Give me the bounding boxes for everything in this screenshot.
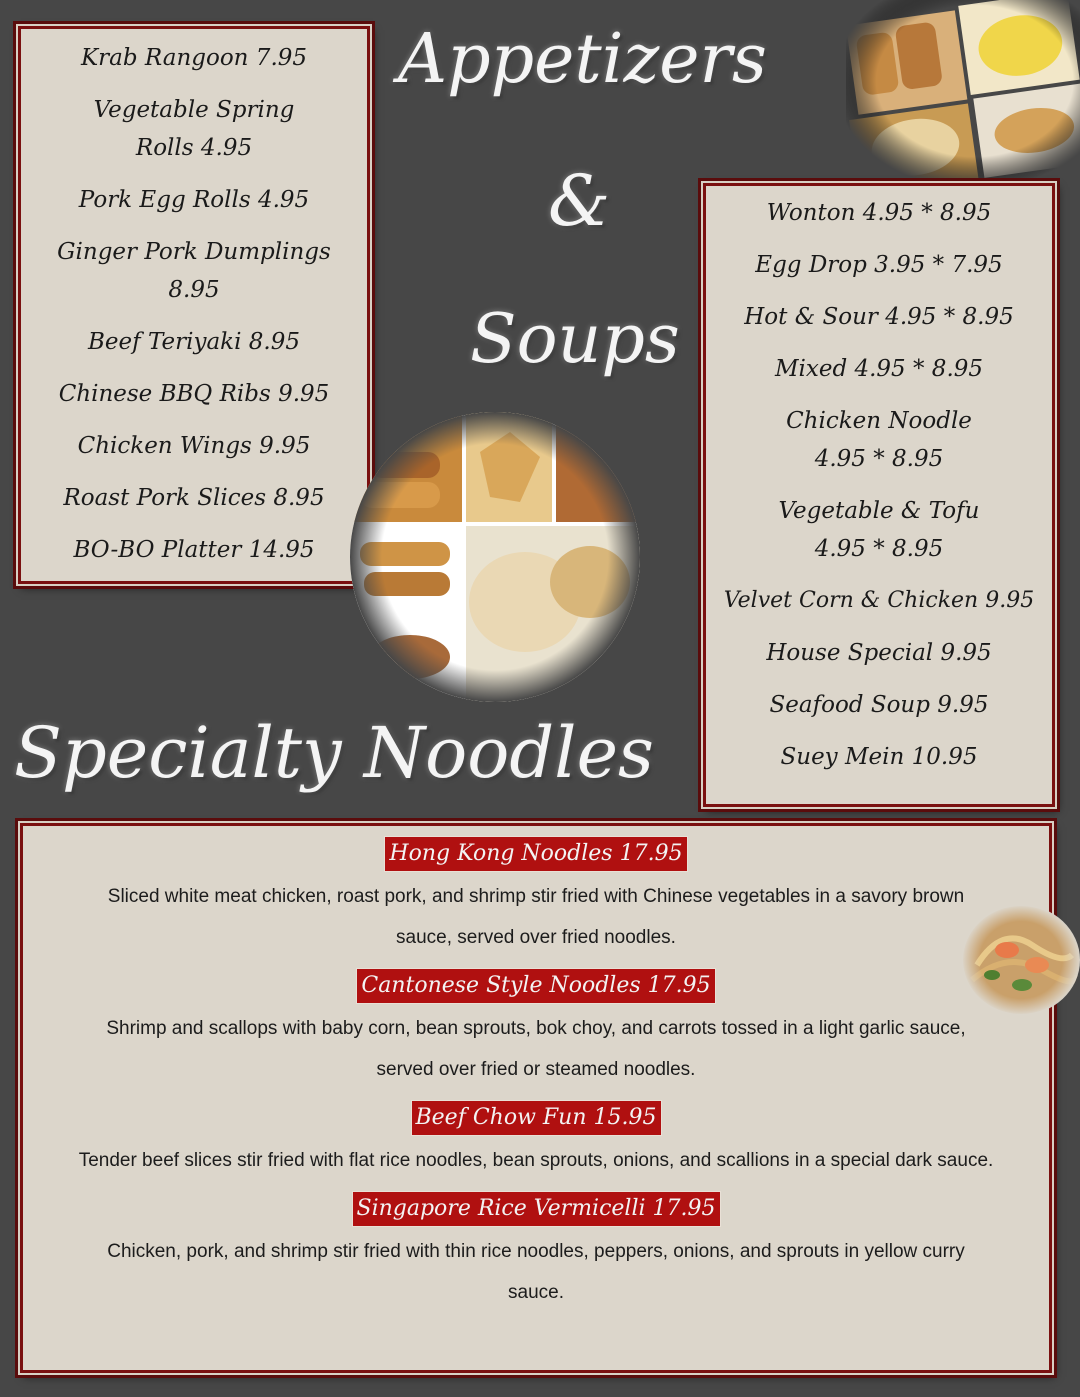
- dish-name: Hong Kong Noodles 17.95: [384, 836, 687, 872]
- title-ampersand: &: [548, 160, 611, 242]
- menu-item: Egg Drop 3.95 * 7.95: [755, 252, 1003, 278]
- menu-item: Velvet Corn & Chicken 9.95: [723, 588, 1035, 613]
- dish-name: Cantonese Style Noodles 17.95: [356, 968, 715, 1004]
- menu-item: Beef Teriyaki 8.95: [88, 329, 300, 355]
- menu-item: Chinese BBQ Ribs 9.95: [58, 381, 330, 407]
- menu-item: Hot & Sour 4.95 * 8.95: [744, 304, 1014, 330]
- menu-item: Mixed 4.95 * 8.95: [774, 356, 984, 382]
- menu-item: Vegetable Spring Rolls 4.95: [93, 97, 295, 161]
- menu-item: Krab Rangoon 7.95: [80, 45, 308, 71]
- menu-item: Pork Egg Rolls 4.95: [78, 187, 310, 213]
- noodle-dish-photo: [962, 905, 1080, 1015]
- dish-name: Singapore Rice Vermicelli 17.95: [352, 1191, 721, 1227]
- dish-name: Beef Chow Fun 15.95: [411, 1100, 662, 1136]
- menu-item: Vegetable & Tofu 4.95 * 8.95: [778, 498, 980, 562]
- menu-item: BO-BO Platter 14.95: [73, 537, 315, 563]
- dish-description: Chicken, pork, and shrimp stir fried with thin rice noodles, peppers, onions, and sprouts in yellow curry sauce.: [107, 1241, 965, 1303]
- dish-item: [53, 1187, 1019, 1313]
- title-soups: Soups: [470, 300, 680, 379]
- dish-description: Shrimp and scallops with baby corn, bean sprouts, bok choy, and carrots tossed in a light garlic sauce, served over fried or steamed noodles.: [106, 1018, 966, 1080]
- appetizers-list: [29, 39, 359, 569]
- dish-item: [53, 832, 1019, 958]
- soups-list: [712, 194, 1046, 776]
- appetizer-collage-photo: [350, 412, 640, 702]
- menu-item: Roast Pork Slices 8.95: [63, 485, 325, 511]
- menu-item: Seafood Soup 9.95: [769, 692, 989, 718]
- specialty-noodles-panel: [20, 823, 1052, 1373]
- menu-item: Chicken Wings 9.95: [77, 433, 311, 459]
- title-appetizers: Appetizers: [398, 20, 767, 99]
- menu-item: Suey Mein 10.95: [780, 744, 978, 770]
- soups-panel: [703, 183, 1055, 807]
- dish-item: [53, 1096, 1019, 1181]
- dish-description: Tender beef slices stir fried with flat rice noodles, bean sprouts, onions, and scallions in a special dark sauce.: [78, 1150, 994, 1171]
- appetizers-panel: [18, 26, 370, 584]
- food-collage-photo: [846, 0, 1080, 180]
- menu-item: Chicken Noodle 4.95 * 8.95: [786, 408, 972, 472]
- menu-item: Wonton 4.95 * 8.95: [766, 200, 992, 226]
- dish-description: Sliced white meat chicken, roast pork, and shrimp stir fried with Chinese vegetables in a savory brown sauce, served over fried noodles.: [107, 886, 965, 948]
- dish-item: [53, 964, 1019, 1090]
- menu-item: Ginger Pork Dumplings 8.95: [57, 239, 331, 303]
- title-specialty-noodles: Specialty Noodles: [14, 712, 654, 794]
- menu-item: House Special 9.95: [766, 640, 992, 666]
